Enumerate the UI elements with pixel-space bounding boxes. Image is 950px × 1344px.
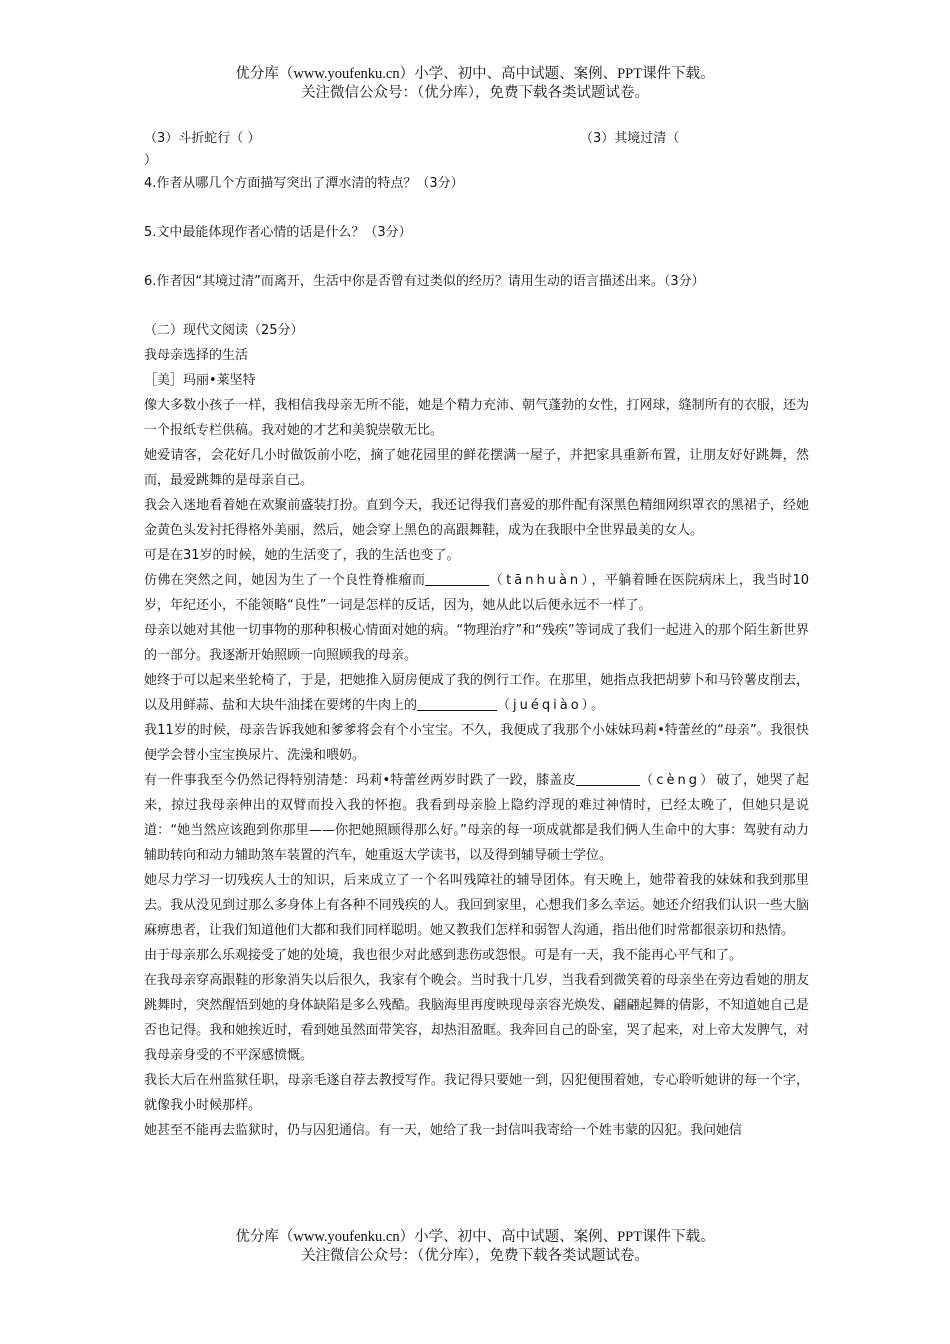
page-content: [144, 127, 809, 1143]
article-title: 我母亲选择的生活: [144, 348, 249, 363]
footer-line-1: 优分库（www.youfenku.cn）小学、初中、高中试题、案例、PPT课件下载。: [235, 1229, 715, 1245]
paragraph-4: 可是在31岁的时候，她的生活变了，我的生活也变了。: [144, 548, 460, 563]
header-line-1: 优分库（www.youfenku.cn）小学、初中、高中试题、案例、PPT课件下载。: [235, 66, 715, 82]
paragraph-10: 她尽力学习一切残疾人士的知识，后来成立了一个名叫残障社的辅导团体。有天晚上，她带着我的妹妹和我到那里去。我从没见到过那么多身体上有各种不同残疾的人。我回到家里，心想我们多么幸运。她还介绍我们认识一些大脑麻痹患者，让我们知道他们大都和我们同样聪明。她又教我们怎样和弱智人沟通，指出他们时常都很亲切和热情。: [144, 873, 809, 938]
pinyin-hint: （juéqiào）: [497, 698, 592, 713]
question-6: 6.作者因“其境过清”而离开，生活中你是否曾有过类似的经历？请用生动的语言描述出来。（3分）: [144, 274, 705, 289]
question-4: 4.作者从哪几个方面描写突出了潭水清的特点？（3分）: [144, 176, 464, 191]
article-author: ［美］玛丽•莱坚特: [144, 373, 256, 388]
answer-blank[interactable]: [425, 571, 489, 586]
paragraph-2: 她爱请客，会花好几小时做饭前小吃，摘了她花园里的鲜花摆满一屋子，并把家具重新布置，让朋友好好跳舞，然而，最爱跳舞的是母亲自己。: [144, 448, 809, 488]
paragraph-5: [144, 568, 809, 618]
paragraph-12: 在我母亲穿高跟鞋的形象消失以后很久，我家有个晚会。当时我十几岁，当我看到微笑着的母亲坐在旁边看她的朋友跳舞时，突然醒悟到她的身体缺陷是多么残酷。我脑海里再度映现母亲容光焕发、翩翩起舞的倩影，不知道她自己是否也记得。我和她挨近时，看到她虽然面带笑容，却热泪盈眶。我奔回自己的卧室，哭了起来，对上帝大发脾气，对我母亲身受的不平深感愤慨。: [144, 973, 809, 1063]
paragraph-5-start: 仿佛在突然之间，她因为生了一个良性脊椎瘤而: [144, 573, 426, 588]
footer-line-2: 关注微信公众号：（优分库），免费下载各类试题试卷。: [301, 1248, 649, 1264]
question-3-right: （3）其境过清（: [580, 131, 680, 146]
answer-blank[interactable]: [417, 696, 497, 711]
paragraph-7-end: 。: [591, 698, 605, 713]
paragraph-5-end: ，平躺着睡在医院病床上，我当时10岁，年纪还小，不能领略“良性”一词是怎样的反话，因为，她从此以后便永远不一样了。: [144, 573, 809, 613]
answer-blank[interactable]: [576, 771, 640, 786]
paragraph-6: 母亲以她对其他一切事物的那种积极心情面对她的病。“物理治疗”和“残疾”等词成了我们一起进入的那个陌生新世界的一部分。我逐渐开始照顾一向照顾我的母亲。: [144, 623, 809, 663]
paragraph-3: 我会入迷地看着她在欢聚前盛装打扮。直到今天，我还记得我们喜爱的那件配有深黑色精细网织罩衣的黑裙子，经她金黄色头发衬托得格外美丽，然后，她会穿上黑色的高跟舞鞋，成为在我眼中全世界最美的女人。: [144, 498, 809, 538]
paragraph-14: 她甚至不能再去监狱时，仍与囚犯通信。有一天，她给了我一封信叫我寄给一个姓韦蒙的囚犯。我问她信: [144, 1123, 743, 1138]
question-3-tail: ）: [144, 153, 158, 168]
question-3-left: （3）斗折蛇行（ ）: [144, 131, 261, 146]
question-3-row: [144, 127, 809, 151]
paragraph-7-start: 她终于可以起来坐轮椅了，于是，把她推入厨房便成了我的例行工作。在那里，她指点我把胡萝卜和马铃薯皮削去，以及用鲜蒜、盐和大块牛油揉在要烤的牛肉上的: [144, 673, 809, 713]
paragraph-1: 像大多数小孩子一样，我相信我母亲无所不能，她是个精力充沛、朝气蓬勃的女性，打网球，缝制所有的衣服，还为一个报纸专栏供稿。我对她的才艺和美貌崇敬无比。: [144, 398, 809, 438]
question-5: 5.文中最能体现作者心情的话是什么？（3分）: [144, 225, 412, 240]
pinyin-hint: （cèng）: [639, 773, 717, 788]
paragraph-11: 由于母亲那么乐观接受了她的处境，我也很少对此感到悲伤或怨恨。可是有一天，我不能再心平气和了。: [144, 948, 743, 963]
page-footer: [0, 1228, 950, 1266]
paragraph-9: [144, 768, 809, 868]
paragraph-7: [144, 668, 809, 718]
page-header: [0, 65, 950, 103]
paragraph-9-start: 有一件事我至今仍然记得特别清楚：玛莉•特蕾丝两岁时跌了一跤，膝盖皮: [144, 773, 576, 788]
pinyin-hint: （tānhuàn）: [489, 573, 592, 588]
paragraph-13: 我长大后在州监狱任职，母亲毛遂自荐去教授写作。我记得只要她一到，囚犯便围着她，专心聆听她讲的每一个字，就像我小时候那样。: [144, 1073, 809, 1113]
header-line-2: 关注微信公众号：（优分库），免费下载各类试题试卷。: [301, 85, 649, 101]
section-heading: （二）现代文阅读（25分）: [144, 323, 304, 338]
paragraph-9-end: 破了，她哭了起来，掠过我母亲伸出的双臂而投入我的怀抱。我看到母亲脸上隐约浮现的难过神情时，已经太晚了，但她只是说道：“她当然应该跑到你那里——你把她照顾得那么好。”母亲的每一项成就都是我们俩人生命中的大事：驾驶有动力辅助转向和动力辅助煞车装置的汽车，她重返大学读书，以及得到辅导硕士学位。: [144, 773, 809, 863]
paragraph-8: 我11岁的时候，母亲告诉我她和爹爹将会有个小宝宝。不久，我便成了我那个小妹妹玛莉•特蕾丝的“母亲”。我很快便学会替小宝宝换尿片、洗澡和喂奶。: [144, 723, 809, 763]
